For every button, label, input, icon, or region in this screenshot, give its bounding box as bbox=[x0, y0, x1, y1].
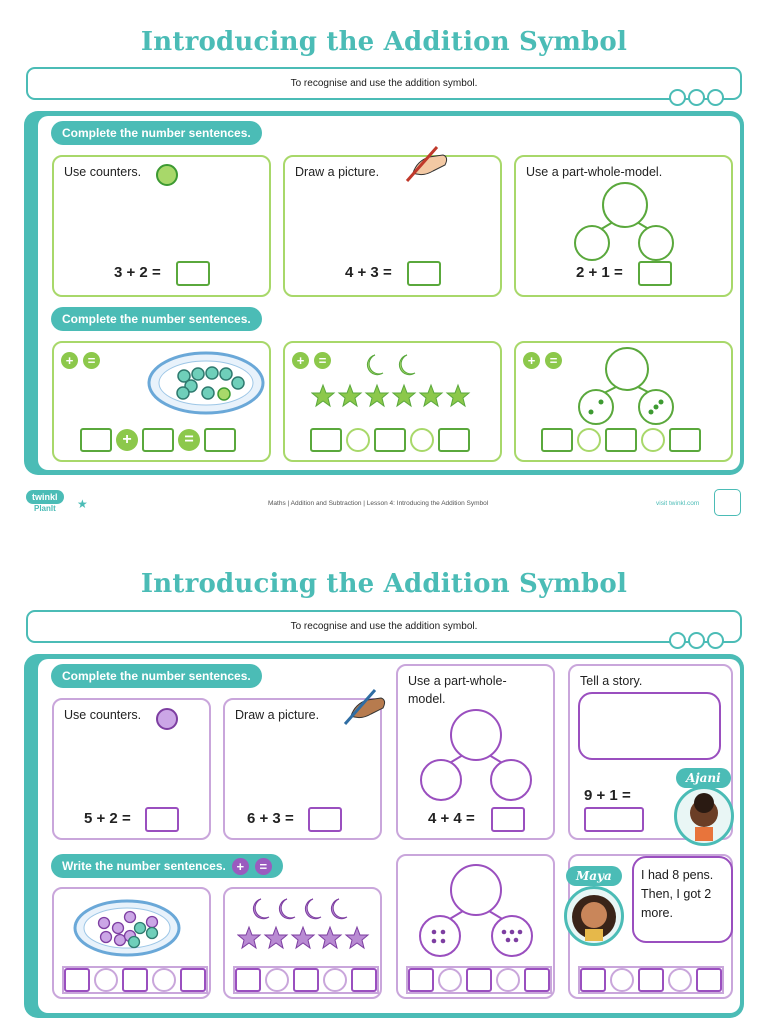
answer-box[interactable] bbox=[407, 261, 441, 286]
card-label: Use a part-whole-model. bbox=[526, 165, 663, 179]
page-title: Introducing the Addition Symbol bbox=[140, 27, 628, 57]
part-whole-model bbox=[574, 347, 678, 427]
answer-box[interactable] bbox=[696, 968, 722, 992]
plate-of-counters bbox=[72, 895, 182, 959]
decorative-rings bbox=[669, 632, 724, 649]
answer-box[interactable] bbox=[584, 807, 644, 832]
answer-box[interactable] bbox=[491, 807, 525, 832]
card-label: Use counters. bbox=[64, 708, 142, 722]
answer-box[interactable] bbox=[310, 428, 342, 452]
ajani-avatar bbox=[674, 786, 734, 846]
counters-plate-card bbox=[52, 341, 271, 462]
speech-bubble[interactable] bbox=[578, 692, 721, 760]
part-whole-dots-card bbox=[514, 341, 733, 462]
operator-circle[interactable] bbox=[610, 968, 634, 992]
equation: 2 + 1 = bbox=[576, 264, 623, 281]
card-label: Draw a picture. bbox=[235, 708, 320, 722]
pencil-hand-icon bbox=[341, 686, 389, 726]
answer-box[interactable] bbox=[293, 968, 319, 992]
counter-icon bbox=[156, 708, 178, 730]
objective-box bbox=[26, 67, 742, 100]
plus-icon: + bbox=[232, 858, 249, 875]
star-icon: ★ bbox=[77, 497, 88, 511]
answer-box[interactable] bbox=[580, 968, 606, 992]
stars-and-moons bbox=[237, 895, 373, 955]
section-banner: Complete the number sentences. bbox=[51, 121, 262, 145]
pencil-hand-icon bbox=[403, 143, 451, 183]
part-whole-card bbox=[396, 664, 555, 840]
operation-icons bbox=[523, 352, 562, 369]
operator-circle[interactable] bbox=[410, 428, 434, 452]
objective-box bbox=[26, 610, 742, 643]
operator-circle[interactable] bbox=[346, 428, 370, 452]
equals-icon: = bbox=[255, 858, 272, 875]
name-badge-ajani: Ajani bbox=[676, 768, 731, 788]
equation: 3 + 2 = bbox=[114, 264, 161, 281]
stars-moons-card bbox=[283, 341, 502, 462]
answer-box[interactable] bbox=[204, 428, 236, 452]
equation: 4 + 4 = bbox=[428, 810, 475, 827]
page-title: Introducing the Addition Symbol bbox=[140, 569, 628, 599]
operator-circle[interactable] bbox=[577, 428, 601, 452]
plate-of-counters bbox=[146, 347, 266, 417]
plus-icon: + bbox=[292, 352, 309, 369]
operator-circle[interactable] bbox=[438, 968, 462, 992]
answer-box[interactable] bbox=[541, 428, 573, 452]
answer-box[interactable] bbox=[142, 428, 174, 452]
counters-card bbox=[52, 155, 271, 297]
equation: 5 + 2 = bbox=[84, 810, 131, 827]
equals-icon: = bbox=[178, 429, 200, 451]
operator-circle[interactable] bbox=[265, 968, 289, 992]
maya-avatar bbox=[564, 886, 624, 946]
section-banner: Complete the number sentences. bbox=[51, 307, 262, 331]
answer-box[interactable] bbox=[122, 968, 148, 992]
answer-box[interactable] bbox=[80, 428, 112, 452]
objective-text: To recognise and use the addition symbol. bbox=[290, 621, 478, 632]
answer-box[interactable] bbox=[605, 428, 637, 452]
operator-circle[interactable] bbox=[496, 968, 520, 992]
answer-box[interactable] bbox=[638, 968, 664, 992]
twinkl-logo: twinkl PlanIt bbox=[26, 490, 64, 513]
answer-box[interactable] bbox=[466, 968, 492, 992]
operation-icons bbox=[61, 352, 100, 369]
decorative-rings bbox=[669, 89, 724, 106]
answer-box[interactable] bbox=[374, 428, 406, 452]
answer-box[interactable] bbox=[64, 968, 90, 992]
maya-speech-bubble: I had 8 pens. Then, I got 2 more. bbox=[632, 856, 733, 943]
equals-icon: = bbox=[314, 352, 331, 369]
name-badge-maya: Maya bbox=[566, 866, 622, 886]
answer-box[interactable] bbox=[408, 968, 434, 992]
card-label: Tell a story. bbox=[580, 674, 643, 688]
section-banner: Complete the number sentences. bbox=[51, 664, 262, 688]
part-whole-card bbox=[514, 155, 733, 297]
operator-circle[interactable] bbox=[668, 968, 692, 992]
equals-icon: = bbox=[83, 352, 100, 369]
section-banner: Write the number sentences. + = bbox=[51, 854, 283, 878]
draw-card bbox=[223, 698, 382, 840]
operator-circle[interactable] bbox=[323, 968, 347, 992]
part-whole-model bbox=[572, 181, 676, 263]
answer-box[interactable] bbox=[145, 807, 179, 832]
number-sentence-row bbox=[80, 428, 236, 452]
plus-icon: + bbox=[116, 429, 138, 451]
visit-link[interactable]: visit twinkl.com bbox=[656, 500, 700, 507]
part-whole-model bbox=[420, 708, 532, 804]
draw-card bbox=[283, 155, 502, 297]
part-whole-model bbox=[418, 862, 534, 958]
plus-icon: + bbox=[61, 352, 78, 369]
footer-text: Maths | Addition and Subtraction | Lesson 4: Introducing the Addition Symbol bbox=[268, 500, 489, 507]
equation: 9 + 1 = bbox=[584, 787, 631, 804]
answer-box[interactable] bbox=[180, 968, 206, 992]
stars-moons-card bbox=[223, 887, 382, 999]
operator-circle[interactable] bbox=[641, 428, 665, 452]
number-sentence-row bbox=[406, 966, 552, 994]
equals-icon: = bbox=[545, 352, 562, 369]
answer-box[interactable] bbox=[638, 261, 672, 286]
answer-box[interactable] bbox=[235, 968, 261, 992]
counter-icon bbox=[156, 164, 178, 186]
number-sentence-row bbox=[541, 428, 701, 452]
objective-text: To recognise and use the addition symbol. bbox=[290, 78, 478, 89]
answer-box[interactable] bbox=[669, 428, 701, 452]
answer-box[interactable] bbox=[438, 428, 470, 452]
answer-box[interactable] bbox=[351, 968, 377, 992]
equation: 4 + 3 = bbox=[345, 264, 392, 281]
operator-circle[interactable] bbox=[152, 968, 176, 992]
counters-card bbox=[52, 698, 211, 840]
card-label: Use counters. bbox=[64, 165, 142, 179]
number-sentence-row bbox=[233, 966, 379, 994]
answer-box[interactable] bbox=[308, 807, 342, 832]
card-label: Draw a picture. bbox=[295, 165, 380, 179]
quality-badge-icon bbox=[714, 489, 741, 516]
number-sentence-row bbox=[310, 428, 470, 452]
answer-box[interactable] bbox=[176, 261, 210, 286]
number-sentence-row bbox=[62, 966, 208, 994]
operator-circle[interactable] bbox=[94, 968, 118, 992]
plus-icon: + bbox=[523, 352, 540, 369]
answer-box[interactable] bbox=[524, 968, 550, 992]
number-sentence-row bbox=[578, 966, 724, 994]
part-whole-dots-card bbox=[396, 854, 555, 999]
stars-and-moons bbox=[311, 351, 481, 411]
counters-plate-card bbox=[52, 887, 211, 999]
equation: 6 + 3 = bbox=[247, 810, 294, 827]
card-label: Use a part-whole- model. bbox=[408, 674, 507, 706]
